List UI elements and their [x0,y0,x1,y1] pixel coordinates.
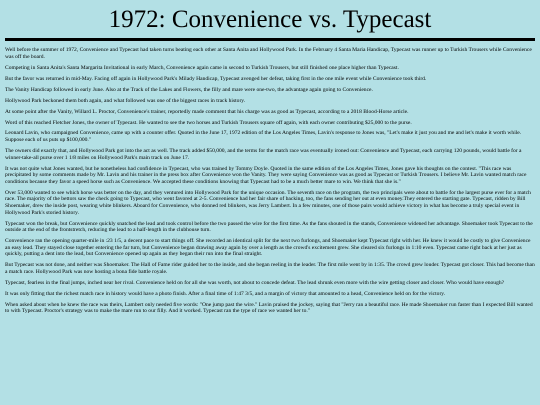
paragraph: Over 53,000 wanted to see which horse was better on the day, and they ventured into Hollywood Park for the unique occasion. The seventh race on the program, the two principals were about to battle for the largest purse ever for a match race. The majority of the bettors saw the check going to Typecast, who went favored at 2-5. Convenience had her fair share of backing, too, the fans sending her out at even money.They entered the starting gate. Typecast, ridden by Bill Shoemaker, drew the inside post, wearing white blinkers. Aboard for Convenience, who donned red blinkers, was Jerry Lambert. In a few minutes, one of those pairs would achieve victory in what has become a truly special event in Hollywood Park's storied history. [5,189,531,216]
paragraph: When asked about when he knew the race was theirs, Lambert only needed five words: "One jump past the wire." Lavin praised the jockey, saying that "Jerry ran a beautiful race. He made Shoemaker run faster than I expected Bill wanted to with Typecast. Proctor's strategy was to make the mare run to our filly. And it worked. Typecast ran the type of race we wanted her to." [5,301,533,315]
paragraph: The Vanity Handicap followed in early June. Also at the Track of the Lakes and Flowers, the filly and mare were one-two, the advantage again going to Convenience. [5,86,373,93]
paragraph: Well before the summer of 1972, Convenience and Typecast had taken turns beating each other at Santa Anita and Hollywood Park. In the February 4 Santa Maria Handicap, Typecast was runner up to Turkish Trousers while Convenience was off the board. [5,47,532,60]
paragraph: Typecast won the break, but Convenience quickly snatched the lead and took control before the two passed the wire for the first time. As the fans shouted in the stands, Convenience widened her advantage. Shoemaker took Typecast to the outside at the end of the frontstretch, reducing the lead to a half-length in the clubhouse turn. [5,220,533,234]
paragraph: It was only fitting that the richest match race in history would have a photo finish. After a final time of 1:47 3/5, and a margin of victory that amounted to a head, Convenience held on for the victory. [5,290,446,297]
paragraph: Typecast, fearless in the final jumps, inched near her rival. Convenience held on for all she was worth, not about to concede defeat. The lead shrunk even more with the wire getting closer and closer. Who would have enough? [5,279,505,286]
paragraph: But the favor was returned in mid-May. Facing off again in Hollywood Park's Milady Handicap, Typecast avenged her defeat, taking first in the one mile event while Convenience took third. [5,75,427,82]
article-body [5,47,535,315]
paragraph: Word of this reached Fletcher Jones, the owner of Typecast. He wanted to see the two horses and Turkish Trousers square off again, with each owner contributing $25,000 to the purse. [5,119,412,126]
paragraph: Hollywood Park beckoned them both again, and what followed was one of the biggest races in track history. [5,97,246,104]
paragraph: The owners did exactly that, and Hollywood Park got into the act as well. The track added $50,000, and the terms for the match race was eventually ironed out: Convenience and Typecast, each carrying 120 pounds, would battle for a winner-take-all purse over 1 1/8 miles on Hollywood Park's main track on June 17. [5,148,522,161]
page-title: 1972: Convenience vs. Typecast [108,6,432,33]
paragraph: It was not quite what Jones wanted, but he nonetheless had confidence in Typecast, who was trained by Tommy Doyle. Quoted in the same edition of the Los Angeles Times, Jones gave his thoughts on the contest. "This race was precipitated by some comments made by Mr. Lavin and his trainer in the press box after Convenience won the Vanity. They were saying Convenience was as good as Typecast or Turkish Trousers. I believe Mr. Lavin wanted match race conditions because they favor a speed horse such as Convenience. We accepted these conditions knowing that Typecast had to be a much better mare to win. We think that she is." [5,165,527,185]
paragraph: Competing in Santa Anita's Santa Margarita Invitational in early March, Convenience again came in second to Turkish Trousers, but still finished one place higher than Typecast. [5,64,399,71]
paragraph: Leonard Lavin, who campaigned Convenience, came up with a counter offer. Quoted in the June 17, 1972 edition of the Los Angeles Times, Lavin's response to Jones was, "Let's make it just you and me and let's make it worth while. Suppose each of us puts up $100,000." [5,130,522,144]
paragraph: But Typecast was not done, and neither was Shoemaker. The Hall of Fame rider guided her to the inside, and she began reeling in the leader. The first mile went by in 1:35. The crowd grew louder. Typecast got closer. This had become than a match race. Hollywood Park was now hosting a bona fide battle royale. [5,262,535,275]
paragraph: At some point after the Vanity, Willard L. Proctor, Convenience's trainer, reportedly made comment that his charge was as good as Typecast, according to a 2018 Blood-Horse article. [5,108,409,115]
paragraph: Convenience ran the opening quarter-mile in :23 1/5, a decent pace to start things off. She recorded an identical split for the next two furlongs, and Shoemaker kept Typecast right with her. He knew it would be costly to give Convenience an easy lead. They stayed close together entering the far turn, but Convenience began drawing away again by over a length as the crowd's excitement grew. She cleared six furlongs in 1:10 even. Typecast came right back at her just as quickly, putting a dent into the lead, but Convenience opened up again as they began their run into the final straight. [5,238,531,258]
title-divider [5,38,535,41]
